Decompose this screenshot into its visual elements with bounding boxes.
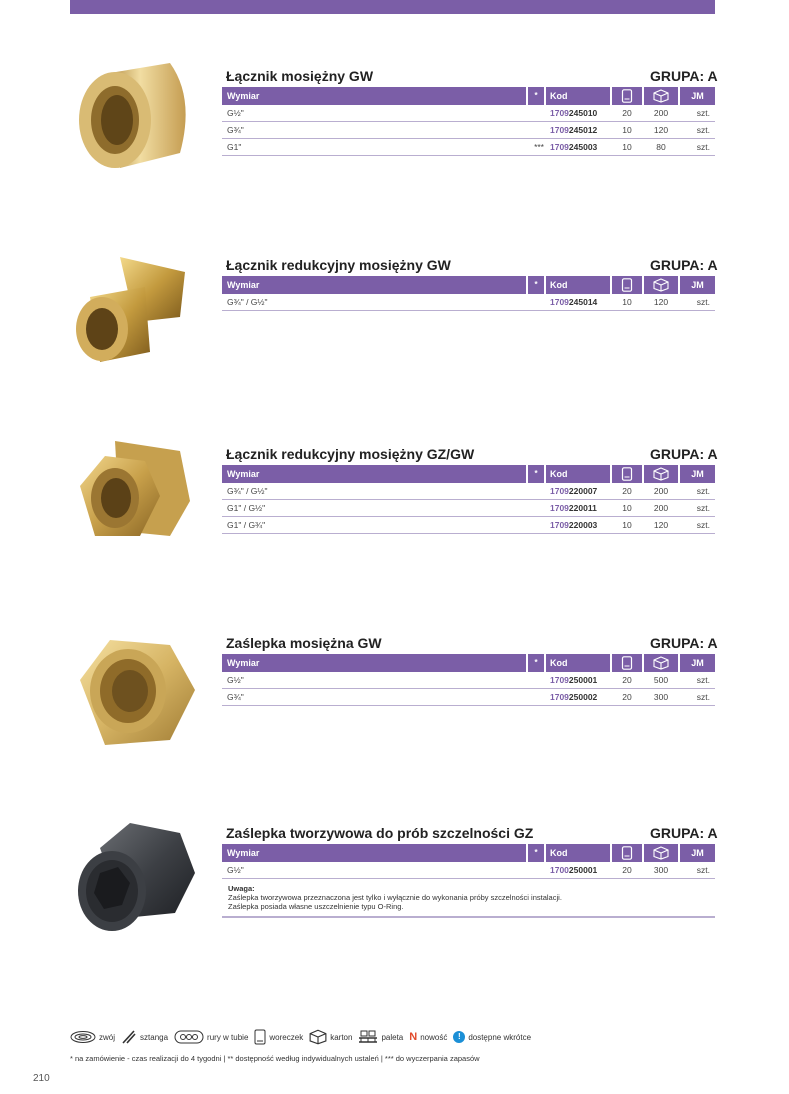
- row-unit: szt.: [696, 125, 710, 135]
- row-qty-carton: 120: [653, 297, 669, 307]
- header-unit: JM: [680, 465, 715, 483]
- tube-bundle-icon: [174, 1030, 204, 1044]
- legend-label: woreczek: [269, 1032, 304, 1042]
- legend-bag: [254, 1029, 303, 1045]
- row-code: 1709245014: [550, 297, 598, 307]
- product-image-brass-cap: [60, 625, 200, 775]
- row-qty-carton: 300: [653, 865, 669, 875]
- row-qty-pack: 10: [622, 297, 632, 307]
- bag-icon: [254, 1029, 266, 1045]
- row-size: G1" / G½": [227, 503, 266, 513]
- header-unit: JM: [680, 844, 715, 862]
- header-unit: JM: [680, 276, 715, 294]
- legend: [70, 1028, 537, 1046]
- tube-icon: [612, 844, 642, 862]
- header-size: Wymiar: [222, 276, 526, 294]
- row-qty-carton: 200: [653, 108, 669, 118]
- tube-icon: [612, 654, 642, 672]
- product-table: [222, 465, 715, 534]
- row-size: G½": [227, 675, 244, 685]
- row-unit: szt.: [696, 503, 710, 513]
- row-unit: szt.: [696, 520, 710, 530]
- product-group: GRUPA: A: [650, 446, 718, 462]
- row-size: G¾": [227, 692, 244, 702]
- product-note: [222, 879, 715, 918]
- product-table: [222, 276, 715, 311]
- row-qty-pack: 20: [622, 865, 632, 875]
- product-group: GRUPA: A: [650, 635, 718, 651]
- row-qty-carton: 120: [653, 520, 669, 530]
- header-unit: JM: [680, 654, 715, 672]
- row-unit: szt.: [696, 486, 710, 496]
- row-code: 1709220007: [550, 486, 598, 496]
- product-title: Łącznik mosiężny GW: [226, 68, 374, 84]
- table-row: [222, 294, 715, 311]
- row-code: 1709245010: [550, 108, 598, 118]
- tube-icon: [612, 87, 642, 105]
- legend-pallet: [358, 1030, 403, 1044]
- product-zaslepka-mosiezna-gw: [0, 635, 789, 825]
- row-qty-pack: 10: [622, 503, 632, 513]
- row-size: G½": [227, 865, 244, 875]
- row-size: G¾" / G½": [227, 297, 268, 307]
- header-code: Kod: [546, 276, 610, 294]
- page-number: 210: [33, 1073, 50, 1084]
- note-line: Zaślepka tworzywowa przeznaczona jest tylko i wyłącznie do wykonania próby szczelności instalacji.: [228, 893, 562, 902]
- bar-icon: [121, 1029, 137, 1045]
- row-qty-pack: 20: [622, 675, 632, 685]
- table-row: [222, 517, 715, 534]
- note-title: Uwaga:: [228, 884, 255, 893]
- table-row: [222, 862, 715, 879]
- product-image-brass-reducer: [60, 247, 200, 397]
- row-unit: szt.: [696, 297, 710, 307]
- row-size: G¾": [227, 125, 244, 135]
- product-title: Łącznik redukcyjny mosiężny GZ/GW: [226, 446, 475, 462]
- product-title: Zaślepka mosiężna GW: [226, 635, 382, 651]
- table-header: [222, 87, 715, 105]
- header-star: *: [528, 87, 544, 105]
- row-size: G¾" / G½": [227, 486, 268, 496]
- row-qty-carton: 200: [653, 486, 669, 496]
- product-image-brass-coupling: [60, 58, 200, 208]
- row-star: ***: [534, 142, 544, 152]
- tube-icon: [612, 276, 642, 294]
- box-icon: [644, 87, 678, 105]
- box-icon: [644, 844, 678, 862]
- legend-tube: [174, 1030, 248, 1044]
- legend-bar: [121, 1029, 168, 1045]
- row-qty-pack: 10: [622, 520, 632, 530]
- legend-label: dostępne wkrótce: [468, 1032, 532, 1042]
- box-icon: [644, 654, 678, 672]
- row-unit: szt.: [696, 692, 710, 702]
- product-group: GRUPA: A: [650, 825, 718, 841]
- legend-label: karton: [330, 1032, 353, 1042]
- table-header: [222, 465, 715, 483]
- table-row: [222, 105, 715, 122]
- table-row: [222, 483, 715, 500]
- table-header: [222, 844, 715, 862]
- legend-carton: [309, 1029, 352, 1045]
- row-code: 1709250002: [550, 692, 598, 702]
- row-code: 1700250001: [550, 865, 598, 875]
- table-header: [222, 276, 715, 294]
- legend-new: [409, 1031, 447, 1043]
- product-lacznik-mosiezny-gw: [0, 68, 789, 258]
- coil-icon: [70, 1030, 96, 1044]
- row-unit: szt.: [696, 142, 710, 152]
- table-row: [222, 689, 715, 706]
- product-title: Zaślepka tworzywowa do prób szczelności GZ: [226, 825, 534, 841]
- header-code: Kod: [546, 654, 610, 672]
- row-code: 1709220003: [550, 520, 598, 530]
- legend-coil: [70, 1030, 115, 1044]
- header-star: *: [528, 844, 544, 862]
- row-unit: szt.: [696, 108, 710, 118]
- header-unit: JM: [680, 87, 715, 105]
- table-row: [222, 122, 715, 139]
- new-icon: N: [409, 1031, 418, 1043]
- header-star: *: [528, 276, 544, 294]
- header-size: Wymiar: [222, 87, 526, 105]
- legend-label: zwój: [99, 1032, 116, 1042]
- legend-label: paleta: [381, 1032, 404, 1042]
- row-qty-carton: 200: [653, 503, 669, 513]
- row-unit: szt.: [696, 675, 710, 685]
- table-row: [222, 672, 715, 689]
- row-code: 1709220011: [550, 503, 597, 513]
- note-line: Zaślepka posiada własne uszczelnienie typu O-Ring.: [228, 902, 404, 911]
- product-lacznik-redukcyjny-gz-gw: [0, 446, 789, 636]
- table-row: [222, 500, 715, 517]
- row-qty-carton: 120: [653, 125, 669, 135]
- footnote: * na zamówienie - czas realizacji do 4 tygodni | ** dostępność według indywidualnych ustaleń | *** do wyczerpania zapasów: [70, 1054, 480, 1063]
- row-qty-carton: 80: [656, 142, 666, 152]
- header-star: *: [528, 465, 544, 483]
- row-size: G1" / G¾": [227, 520, 266, 530]
- legend-soon: [453, 1031, 531, 1043]
- info-icon: !: [453, 1031, 465, 1043]
- row-qty-pack: 20: [622, 692, 632, 702]
- header-code: Kod: [546, 465, 610, 483]
- product-lacznik-redukcyjny-gw: [0, 257, 789, 447]
- tube-icon: [612, 465, 642, 483]
- product-table: [222, 87, 715, 156]
- header-size: Wymiar: [222, 844, 526, 862]
- row-code: 1709245012: [550, 125, 598, 135]
- product-image-brass-hex-reducer: [60, 436, 200, 586]
- row-size: G1": [227, 142, 242, 152]
- carton-icon: [309, 1029, 327, 1045]
- row-size: G½": [227, 108, 244, 118]
- product-title: Łącznik redukcyjny mosiężny GW: [226, 257, 451, 273]
- header-size: Wymiar: [222, 654, 526, 672]
- header-size: Wymiar: [222, 465, 526, 483]
- row-qty-carton: 300: [653, 692, 669, 702]
- product-table: [222, 654, 715, 706]
- pallet-icon: [358, 1030, 378, 1044]
- table-header: [222, 654, 715, 672]
- table-row: [222, 139, 715, 156]
- row-qty-pack: 20: [622, 486, 632, 496]
- row-qty-carton: 500: [653, 675, 669, 685]
- product-zaslepka-tworzywowa-gz: [0, 825, 789, 1015]
- row-qty-pack: 10: [622, 125, 632, 135]
- row-code: 1709245003: [550, 142, 598, 152]
- header-star: *: [528, 654, 544, 672]
- header-code: Kod: [546, 87, 610, 105]
- box-icon: [644, 276, 678, 294]
- row-code: 1709250001: [550, 675, 598, 685]
- box-icon: [644, 465, 678, 483]
- product-group: GRUPA: A: [650, 68, 718, 84]
- product-group: GRUPA: A: [650, 257, 718, 273]
- legend-label: rury w tubie: [207, 1032, 249, 1042]
- legend-label: nowość: [420, 1032, 448, 1042]
- row-unit: szt.: [696, 865, 710, 875]
- top-accent-bar: [70, 0, 715, 14]
- product-image-plastic-test-plug: [60, 813, 200, 963]
- header-code: Kod: [546, 844, 610, 862]
- product-table: [222, 844, 715, 918]
- row-qty-pack: 20: [622, 108, 632, 118]
- legend-label: sztanga: [140, 1032, 169, 1042]
- row-qty-pack: 10: [622, 142, 632, 152]
